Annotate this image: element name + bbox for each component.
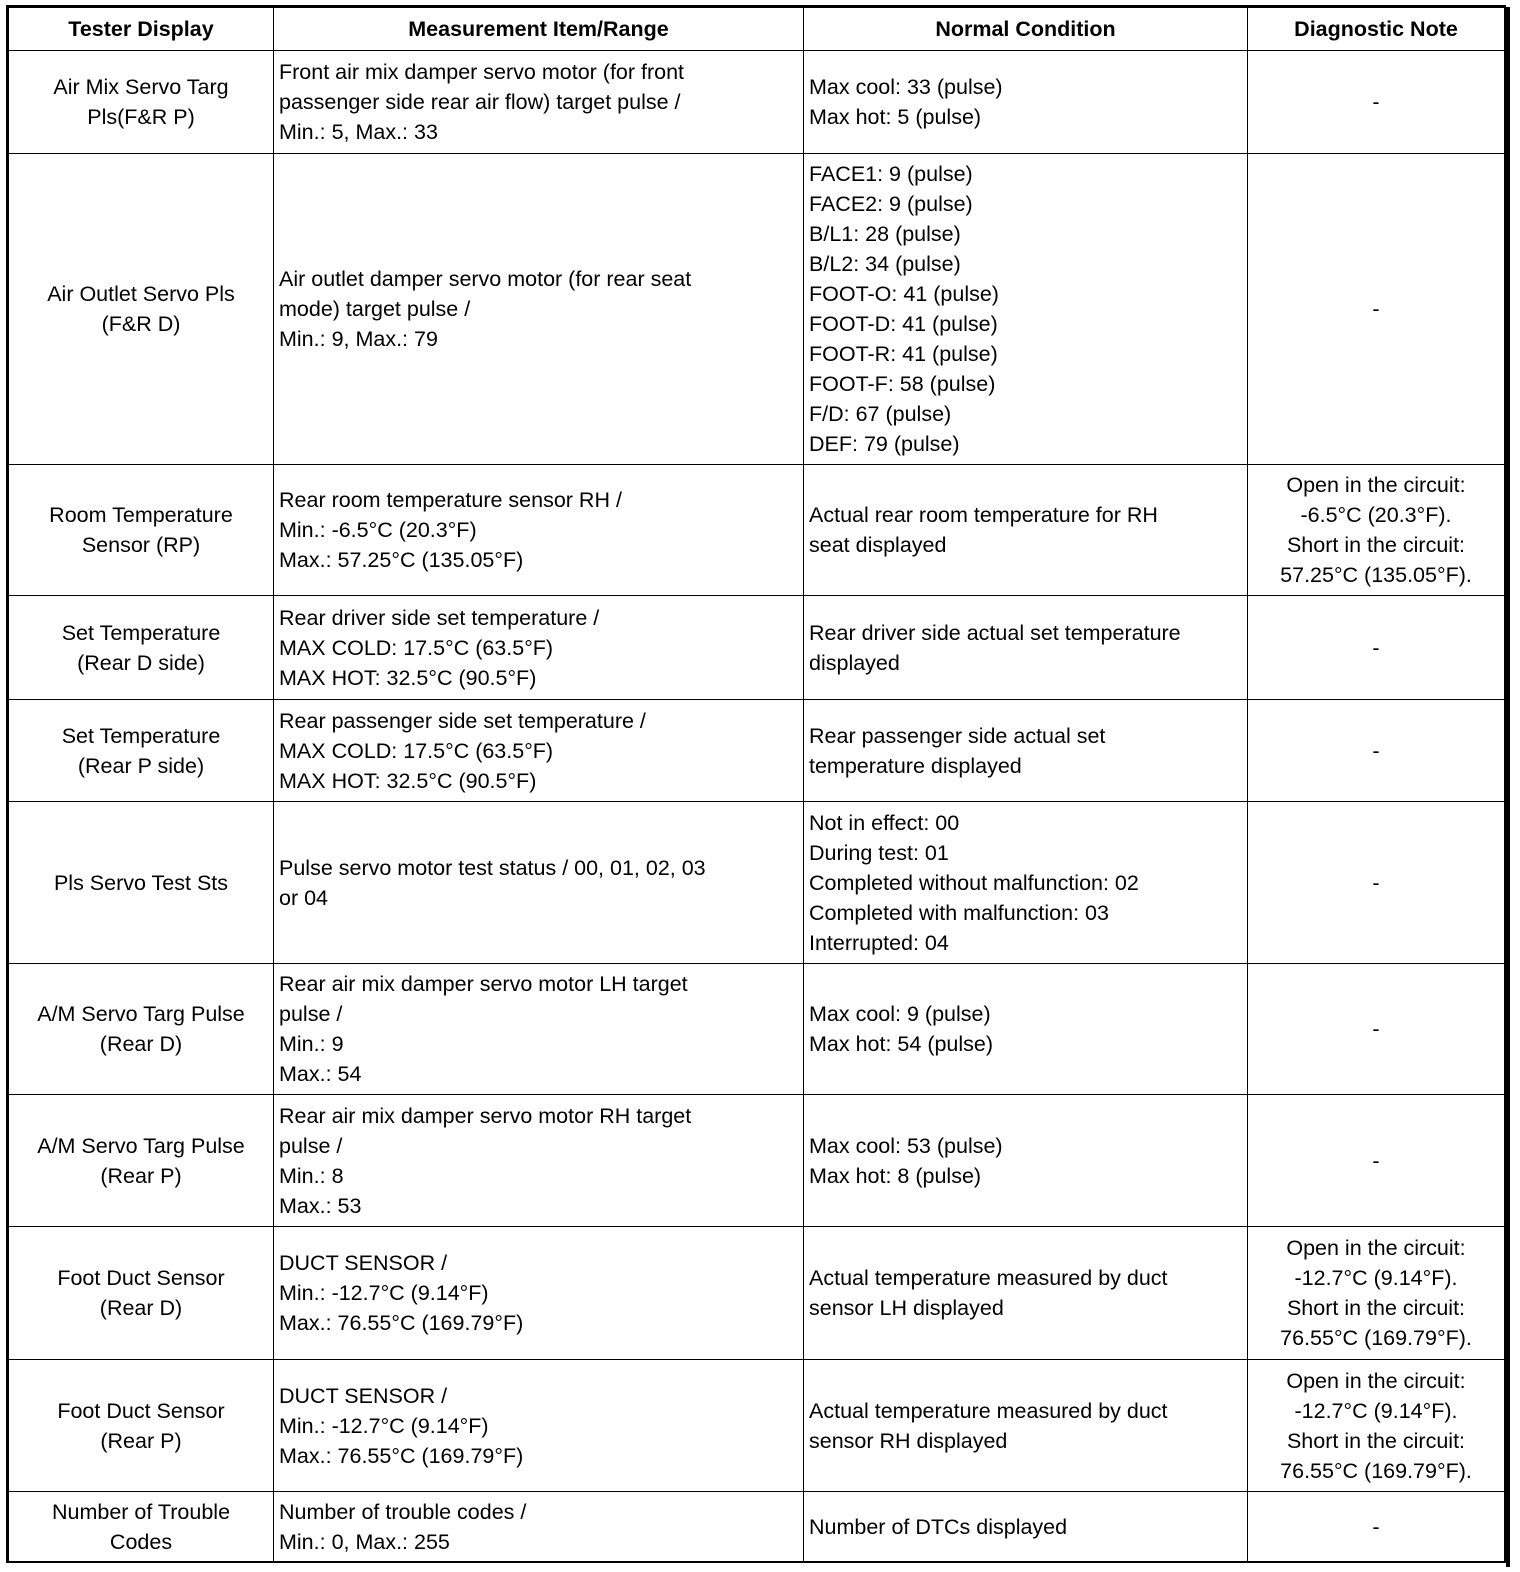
table-row (9, 465, 1505, 596)
cell-text-line: MAX COLD: 17.5°C (63.5°F) (279, 738, 554, 763)
cell-text-line: (Rear P) (100, 1428, 182, 1453)
cell-tester-display (9, 154, 274, 465)
cell-diagnostic-note (1248, 802, 1505, 964)
cell-text-line: Min.: 9, Max.: 79 (279, 327, 438, 351)
cell-text-line: During test: 01 (809, 840, 949, 865)
cell-text-line: Actual temperature measured by duct (809, 1398, 1168, 1423)
cell-text-line: Open in the circuit: (1286, 1368, 1466, 1393)
cell-measurement-item (274, 1227, 804, 1360)
cell-text-line: (Rear D) (99, 1296, 183, 1320)
cell-text-line: 57.25°C (135.05°F). (1280, 563, 1472, 587)
cell-measurement-item (274, 465, 804, 596)
cell-measurement-item (274, 964, 804, 1095)
cell-diagnostic-note (1248, 1492, 1505, 1563)
data-monitor-table (8, 7, 1505, 1563)
cell-text-line: Short in the circuit: (1286, 533, 1466, 557)
cell-diagnostic-note (1248, 1227, 1505, 1360)
cell-text-line: seat displayed (809, 533, 947, 557)
header-measurement-item: Measurement Item/Range (274, 8, 804, 51)
cell-text-line: Min.: 8 (279, 1163, 344, 1188)
cell-text-line: Min.: 5, Max.: 33 (279, 120, 438, 144)
cell-measurement-item (274, 154, 804, 465)
cell-normal-condition (804, 1492, 1248, 1563)
cell-text-line: Foot Duct Sensor (57, 1398, 225, 1423)
cell-text-line: FOOT-F: 58 (pulse) (809, 372, 996, 396)
cell-diagnostic-note (1248, 700, 1505, 802)
cell-text-line: sensor LH displayed (809, 1296, 1004, 1320)
cell-diagnostic-note (1248, 596, 1505, 700)
cell-text-line: Set Temperature (61, 620, 221, 645)
cell-text-line: passenger side rear air flow) target pulse / (279, 90, 681, 114)
cell-tester-display (9, 1492, 274, 1563)
cell-normal-condition (804, 465, 1248, 596)
cell-text-line: 76.55°C (169.79°F). (1280, 1326, 1472, 1350)
cell-measurement-item (274, 1095, 804, 1227)
cell-text-line: B/L2: 34 (pulse) (809, 252, 961, 276)
cell-text-line: - (1372, 738, 1380, 763)
cell-text-line: Short in the circuit: (1286, 1296, 1466, 1320)
cell-text-line: F/D: 67 (pulse) (809, 402, 952, 426)
cell-text-line: - (1372, 635, 1380, 660)
cell-normal-condition (804, 154, 1248, 465)
cell-text-line: Max.: 57.25°C (135.05°F) (279, 548, 524, 572)
cell-text-line: B/L1: 28 (pulse) (809, 222, 961, 246)
cell-measurement-item (274, 51, 804, 154)
cell-text-line: temperature displayed (809, 753, 1022, 778)
cell-text-line: Open in the circuit: (1286, 1236, 1466, 1260)
cell-normal-condition (804, 1227, 1248, 1360)
cell-text-line: (Rear P) (100, 1163, 182, 1188)
cell-diagnostic-note (1248, 465, 1505, 596)
cell-normal-condition (804, 1360, 1248, 1492)
cell-text-line: mode) target pulse / (279, 297, 471, 321)
cell-text-line: Min.: 9 (279, 1032, 344, 1056)
cell-text-line: Rear room temperature sensor RH / (279, 488, 622, 512)
cell-text-line: Max hot: 54 (pulse) (809, 1032, 994, 1056)
cell-text-line: Max hot: 5 (pulse) (809, 105, 982, 129)
cell-normal-condition (804, 1095, 1248, 1227)
cell-text-line: Pls(F&R P) (87, 105, 195, 129)
cell-text-line: Number of Trouble (51, 1500, 231, 1524)
cell-text-line: FACE1: 9 (pulse) (809, 162, 973, 186)
cell-text-line: Max hot: 8 (pulse) (809, 1163, 982, 1188)
table-row (9, 154, 1505, 465)
cell-text-line: Codes (109, 1530, 173, 1554)
cell-diagnostic-note (1248, 964, 1505, 1095)
cell-text-line: Front air mix damper servo motor (for front (279, 60, 685, 84)
cell-text-line: FOOT-O: 41 (pulse) (809, 282, 999, 306)
cell-text-line: Max cool: 53 (pulse) (809, 1133, 1003, 1158)
cell-text-line: Open in the circuit: (1286, 473, 1466, 497)
table-row (9, 51, 1505, 154)
cell-text-line: Short in the circuit: (1286, 1428, 1466, 1453)
cell-text-line: Air Outlet Servo Pls (47, 282, 235, 306)
cell-text-line: Max.: 53 (279, 1193, 362, 1218)
cell-text-line: Number of DTCs displayed (809, 1515, 1068, 1539)
cell-tester-display (9, 51, 274, 154)
cell-text-line: displayed (809, 650, 900, 675)
table-row (9, 802, 1505, 964)
cell-text-line: DEF: 79 (pulse) (809, 432, 960, 456)
cell-text-line: (Rear P side) (77, 753, 205, 778)
cell-tester-display (9, 465, 274, 596)
cell-normal-condition (804, 700, 1248, 802)
cell-text-line: Min.: -6.5°C (20.3°F) (279, 518, 477, 542)
cell-text-line: - (1372, 870, 1380, 895)
cell-text-line: Max cool: 9 (pulse) (809, 1002, 991, 1026)
cell-text-line: Not in effect: 00 (809, 810, 960, 835)
cell-measurement-item (274, 1360, 804, 1492)
cell-text-line: Max.: 76.55°C (169.79°F) (279, 1311, 524, 1335)
cell-tester-display (9, 964, 274, 1095)
cell-text-line: Number of trouble codes / (279, 1500, 527, 1524)
header-normal-condition: Normal Condition (804, 8, 1248, 51)
cell-diagnostic-note (1248, 1095, 1505, 1227)
cell-text-line: Min.: -12.7°C (9.14°F) (279, 1281, 489, 1305)
cell-diagnostic-note (1248, 154, 1505, 465)
table-row (9, 1095, 1505, 1227)
cell-text-line: Min.: 0, Max.: 255 (279, 1530, 450, 1554)
cell-tester-display (9, 1095, 274, 1227)
cell-text-line: or 04 (279, 885, 329, 910)
cell-text-line: Rear driver side set temperature / (279, 605, 600, 630)
cell-text-line: MAX COLD: 17.5°C (63.5°F) (279, 635, 554, 660)
cell-text-line: Max.: 54 (279, 1062, 362, 1086)
cell-tester-display (9, 1360, 274, 1492)
cell-text-line: Min.: -12.7°C (9.14°F) (279, 1413, 489, 1438)
table-row (9, 1227, 1505, 1360)
cell-text-line: (Rear D) (99, 1032, 183, 1056)
cell-text-line: DUCT SENSOR / (279, 1383, 448, 1408)
cell-normal-condition (804, 51, 1248, 154)
cell-measurement-item (274, 1492, 804, 1563)
cell-text-line: FOOT-R: 41 (pulse) (809, 342, 998, 366)
cell-text-line: FACE2: 9 (pulse) (809, 192, 973, 216)
cell-measurement-item (274, 802, 804, 964)
cell-text-line: pulse / (279, 1133, 343, 1158)
cell-text-line: (F&R D) (101, 312, 181, 336)
cell-text-line: DUCT SENSOR / (279, 1251, 448, 1275)
cell-text-line: Rear passenger side set temperature / (279, 708, 646, 733)
cell-text-line: Rear air mix damper servo motor LH target (279, 972, 688, 996)
cell-text-line: -12.7°C (9.14°F). (1294, 1398, 1458, 1423)
cell-tester-display (9, 802, 274, 964)
header-tester-display: Tester Display (9, 8, 274, 51)
cell-text-line: Completed with malfunction: 03 (809, 900, 1109, 925)
cell-diagnostic-note (1248, 1360, 1505, 1492)
cell-text-line: Pulse servo motor test status / 00, 01, 02, 03 (279, 855, 706, 880)
cell-text-line: MAX HOT: 32.5°C (90.5°F) (279, 768, 537, 793)
table-row (9, 700, 1505, 802)
cell-text-line: Completed without malfunction: 02 (809, 870, 1139, 895)
cell-text-line: Rear air mix damper servo motor RH target (279, 1103, 692, 1128)
cell-text-line: - (1372, 1515, 1380, 1539)
cell-text-line: Rear passenger side actual set (809, 723, 1106, 748)
cell-normal-condition (804, 802, 1248, 964)
cell-text-line: Actual rear room temperature for RH (809, 503, 1158, 527)
cell-text-line: Room Temperature (49, 503, 233, 527)
cell-text-line: - (1372, 1148, 1380, 1173)
header-diagnostic-note: Diagnostic Note (1248, 8, 1505, 51)
cell-text-line: - (1372, 297, 1380, 321)
table-row (9, 596, 1505, 700)
cell-measurement-item (274, 700, 804, 802)
table-row (9, 1492, 1505, 1563)
cell-normal-condition (804, 964, 1248, 1095)
cell-text-line: Set Temperature (61, 723, 221, 748)
cell-text-line: Actual temperature measured by duct (809, 1266, 1168, 1290)
cell-diagnostic-note (1248, 51, 1505, 154)
cell-text-line: Interrupted: 04 (809, 930, 949, 955)
cell-text-line: 76.55°C (169.79°F). (1280, 1458, 1472, 1483)
cell-normal-condition (804, 596, 1248, 700)
cell-text-line: -12.7°C (9.14°F). (1294, 1266, 1458, 1290)
table-body (9, 51, 1505, 1563)
cell-tester-display (9, 700, 274, 802)
cell-text-line: pulse / (279, 1002, 343, 1026)
cell-text-line: Air outlet damper servo motor (for rear seat (279, 267, 692, 291)
cell-text-line: Foot Duct Sensor (57, 1266, 225, 1290)
cell-text-line: Sensor (RP) (81, 533, 201, 557)
cell-text-line: FOOT-D: 41 (pulse) (809, 312, 998, 336)
cell-text-line: A/M Servo Targ Pulse (37, 1002, 245, 1026)
cell-measurement-item (274, 596, 804, 700)
table-row (9, 964, 1505, 1095)
cell-text-line: - (1372, 1017, 1380, 1041)
cell-text-line: Rear driver side actual set temperature (809, 620, 1181, 645)
cell-tester-display (9, 596, 274, 700)
cell-text-line: - (1372, 90, 1380, 114)
cell-text-line: MAX HOT: 32.5°C (90.5°F) (279, 665, 537, 690)
cell-text-line: -6.5°C (20.3°F). (1300, 503, 1452, 527)
cell-text-line: Pls Servo Test Sts (53, 870, 229, 895)
cell-text-line: sensor RH displayed (809, 1428, 1008, 1453)
cell-text-line: A/M Servo Targ Pulse (37, 1133, 245, 1158)
cell-text-line: (Rear D side) (77, 650, 205, 675)
cell-text-line: Max cool: 33 (pulse) (809, 75, 1003, 99)
cell-tester-display (9, 1227, 274, 1360)
table-frame (6, 5, 1506, 1563)
table-row (9, 1360, 1505, 1492)
cell-text-line: Max.: 76.55°C (169.79°F) (279, 1443, 524, 1468)
header-row (9, 8, 1505, 51)
cell-text-line: Air Mix Servo Targ (53, 75, 229, 99)
